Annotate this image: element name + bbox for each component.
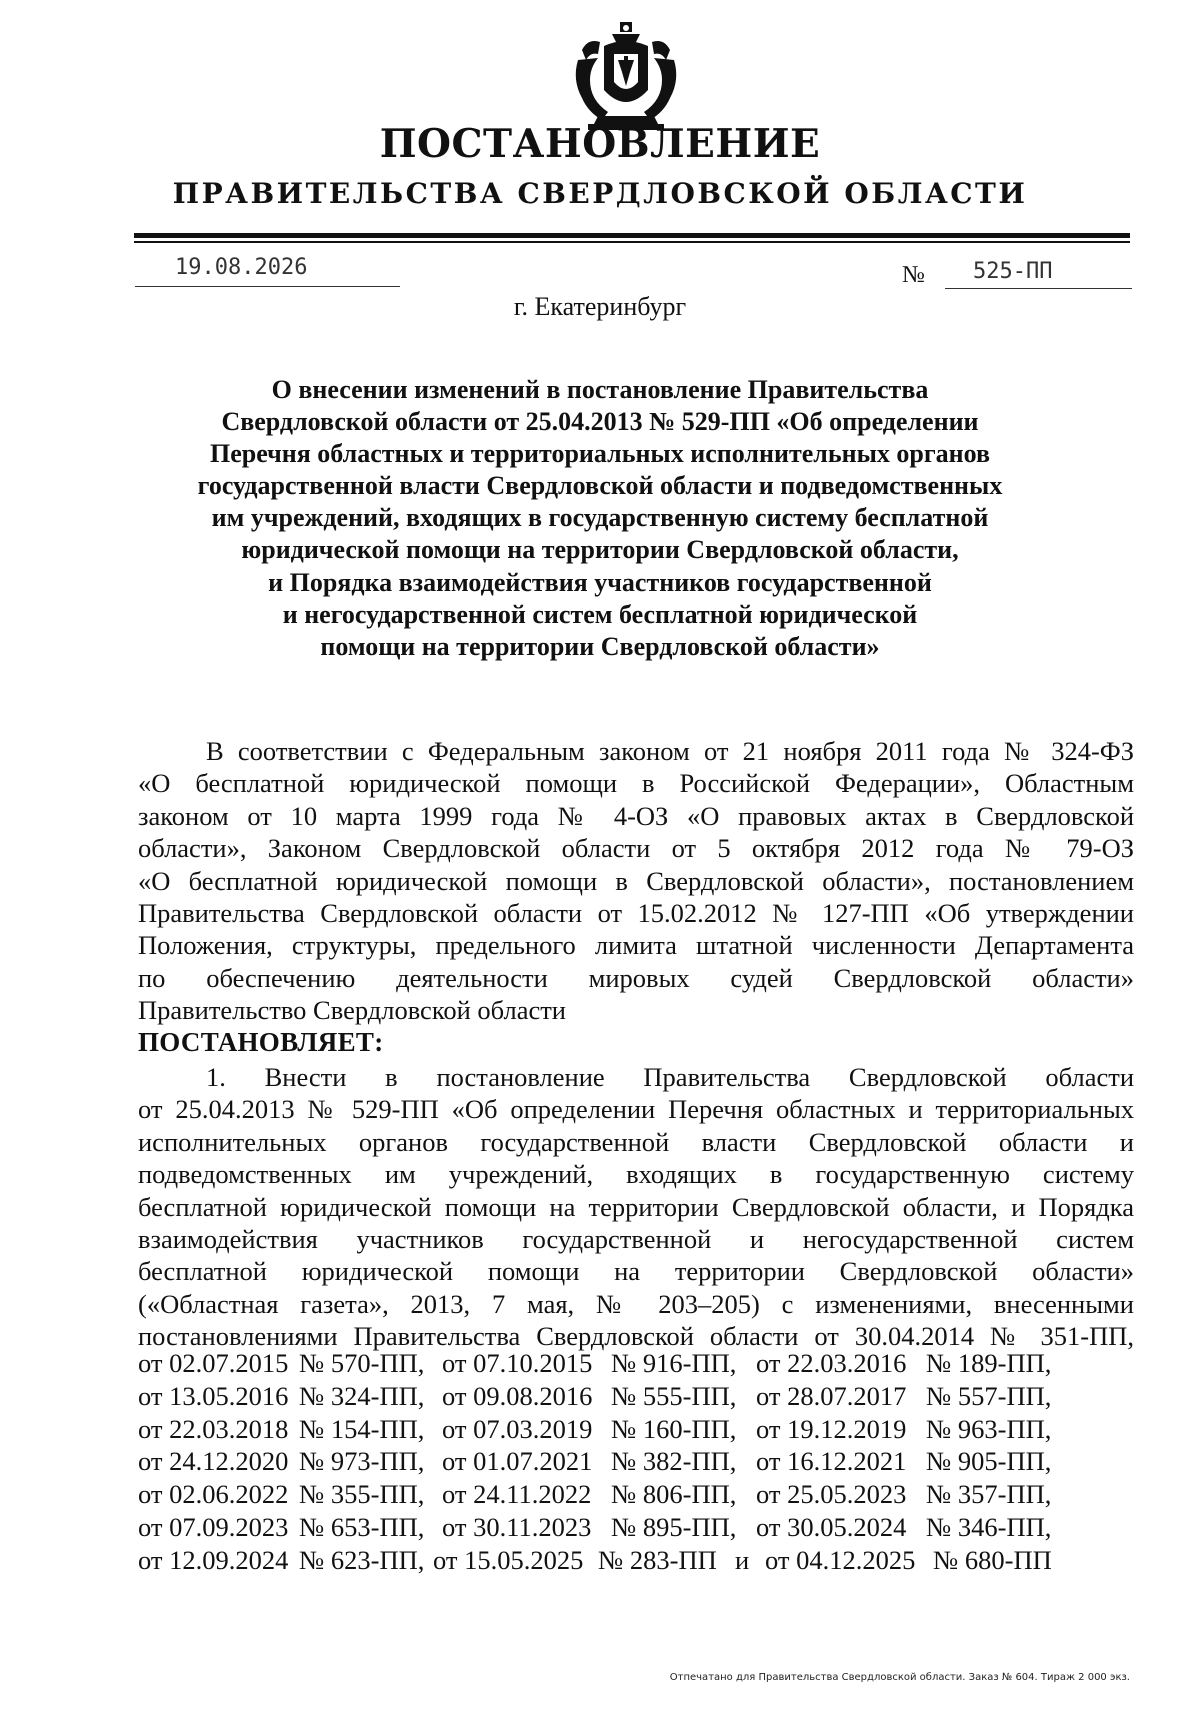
heading-line: помощи на территории Свердловской области» xyxy=(320,631,880,661)
date-underline xyxy=(135,286,400,287)
amendment-date: от 28.07.2017 xyxy=(756,1380,907,1411)
amendment-number: № 189-ПП, xyxy=(926,1348,1052,1378)
amendment-date: от 04.12.2025 xyxy=(765,1544,916,1575)
amendment-number: № 357-ПП, xyxy=(926,1479,1052,1510)
heading-line: юридической помощи на территории Свердловской области, xyxy=(241,535,959,565)
issuing-authority: ПРАВИТЕЛЬСТВА СВЕРДЛОВСКОЙ ОБЛАСТИ xyxy=(172,177,1028,210)
clause-1-paragraph xyxy=(138,1061,1134,1353)
document-number: 525-ПП xyxy=(973,259,1053,284)
amendment-date: от 16.12.2021 xyxy=(756,1446,907,1477)
heading-line: им учреждений, входящих в государственную систему бесплатной xyxy=(211,503,989,533)
amendment-date: от 07.10.2015 xyxy=(442,1348,593,1378)
amendment-date: от 12.09.2024 xyxy=(138,1544,289,1575)
header-divider-thin xyxy=(134,241,1130,243)
body-line: от 25.04.2013 № 529-ПП «Об определении Перечня областных и территориальных xyxy=(138,1094,1134,1125)
amendment-date: от 02.06.2022 xyxy=(138,1479,289,1510)
body-line: бесплатной юридической помощи на территории Свердловской области» xyxy=(138,1256,1134,1287)
amendment-number: № 324-ПП, xyxy=(299,1380,425,1411)
amendment-number: № 973-ПП, xyxy=(299,1446,425,1477)
body-line: постановлениями Правительства Свердловской области от 30.04.2014 № 351-ПП, xyxy=(138,1321,1134,1352)
document-heading xyxy=(140,374,1060,663)
heading-line: Перечня областных и территориальных исполнительных органов xyxy=(209,439,991,469)
body-line: подведомственных им учреждений, входящих в государственную систему xyxy=(138,1159,1134,1190)
amendment-date: от 13.05.2016 xyxy=(138,1380,289,1411)
amendment-date: от 01.07.2021 xyxy=(442,1446,593,1477)
body-line: по обеспечению деятельности мировых судей Свердловской области» xyxy=(138,962,1134,993)
amendment-number: № 283-ПП xyxy=(598,1544,717,1575)
amendment-number: № 895-ПП, xyxy=(611,1511,737,1542)
amendment-number: № 623-ПП, xyxy=(299,1544,425,1575)
amendment-date: от 30.11.2023 xyxy=(442,1511,592,1542)
amendment-date: от 07.03.2019 xyxy=(442,1413,593,1444)
amendment-number: № 346-ПП, xyxy=(926,1511,1052,1542)
amendment-date: от 07.09.2023 xyxy=(138,1511,289,1542)
preamble-paragraph xyxy=(138,735,1134,1027)
amendment-date: от 19.12.2019 xyxy=(756,1413,907,1444)
body-line: 1. Внести в постановление Правительства Свердловской области xyxy=(206,1062,1134,1092)
heading-line: и негосударственной систем бесплатной юридической xyxy=(282,599,918,629)
heading-line: государственной власти Свердловской области и подведомственных xyxy=(197,471,1003,501)
amendment-date: от 24.11.2022 xyxy=(442,1479,592,1510)
print-imprint: Отпечатано для Правительства Свердловской области. Заказ № 604. Тираж 2 000 экз. xyxy=(669,1672,1130,1683)
amendment-date: от 22.03.2016 xyxy=(756,1348,907,1378)
amendment-date: от 15.05.2025 xyxy=(433,1544,584,1575)
amendment-date: от 09.08.2016 xyxy=(442,1380,593,1411)
conjunction: и xyxy=(735,1544,750,1575)
document-title: ПОСТАНОВЛЕНИЕ xyxy=(379,121,821,167)
amendment-number: № 154-ПП, xyxy=(299,1413,425,1444)
amendment-number: № 963-ПП, xyxy=(926,1413,1052,1444)
heading-line: и Порядка взаимодействия участников государственной xyxy=(268,567,932,597)
amendment-date: от 22.03.2018 xyxy=(138,1413,289,1444)
coat-of-arms-emblem xyxy=(568,20,684,136)
amendment-number: № 355-ПП, xyxy=(299,1479,425,1510)
issue-city: г. Екатеринбург xyxy=(513,292,687,321)
amendment-date: от 30.05.2024 xyxy=(756,1511,907,1542)
body-line: «О бесплатной юридической помощи в Российской Федерации», Областным xyxy=(138,768,1134,799)
resolve-label: ПОСТАНОВЛЯЕТ: xyxy=(138,1027,384,1057)
amendment-date: от 02.07.2015 xyxy=(138,1348,289,1378)
amendment-number: № 382-ПП, xyxy=(611,1446,737,1477)
body-line: В соответствии с Федеральным законом от 21 ноября 2011 года № 324-ФЗ xyxy=(206,736,1134,766)
body-line: Правительства Свердловской области от 15.02.2012 № 127-ПП «Об утверждении xyxy=(138,897,1134,928)
body-line: бесплатной юридической помощи на территории Свердловской области, и Порядка xyxy=(138,1191,1134,1222)
heading-line: Свердловской области от 25.04.2013 № 529-ПП «Об определении xyxy=(221,407,979,437)
amendment-number: № 905-ПП, xyxy=(926,1446,1052,1477)
body-line: взаимодействия участников государственной и негосударственной систем xyxy=(138,1223,1134,1254)
document-date: 19.08.2026 xyxy=(175,255,308,280)
body-line: области», Законом Свердловской области от 5 октября 2012 года № 79-ОЗ xyxy=(138,833,1134,864)
amendment-number: № 653-ПП, xyxy=(299,1511,425,1542)
body-line: Правительство Свердловской области xyxy=(138,995,566,1026)
body-line: «О бесплатной юридической помощи в Свердловской области», постановлением xyxy=(138,865,1134,896)
amendment-number: № 570-ПП, xyxy=(299,1348,425,1378)
body-line: («Областная газета», 2013, 7 мая, № 203–205) с изменениями, внесенными xyxy=(138,1288,1134,1319)
body-line: исполнительных органов государственной власти Свердловской области и xyxy=(138,1126,1134,1157)
amendment-date: от 24.12.2020 xyxy=(138,1446,289,1477)
number-underline xyxy=(945,288,1132,289)
amendment-date: от 25.05.2023 xyxy=(756,1479,907,1510)
amendment-number: № 555-ПП, xyxy=(611,1380,737,1411)
amendment-number: № 916-ПП, xyxy=(611,1348,737,1378)
amendment-number: № 680-ПП xyxy=(933,1544,1052,1575)
amendment-number: № 557-ПП, xyxy=(926,1380,1052,1411)
body-line: законом от 10 марта 1999 года № 4-ОЗ «О правовых актах в Свердловской xyxy=(138,800,1134,831)
header-divider-thick xyxy=(134,233,1130,238)
heading-line: О внесении изменений в постановление Правительства xyxy=(271,375,929,404)
number-sign: № xyxy=(902,262,925,288)
amendment-number: № 806-ПП, xyxy=(611,1479,737,1510)
amendment-number: № 160-ПП, xyxy=(611,1413,737,1444)
body-line: Положения, структуры, предельного лимита штатной численности Департамента xyxy=(138,930,1134,961)
